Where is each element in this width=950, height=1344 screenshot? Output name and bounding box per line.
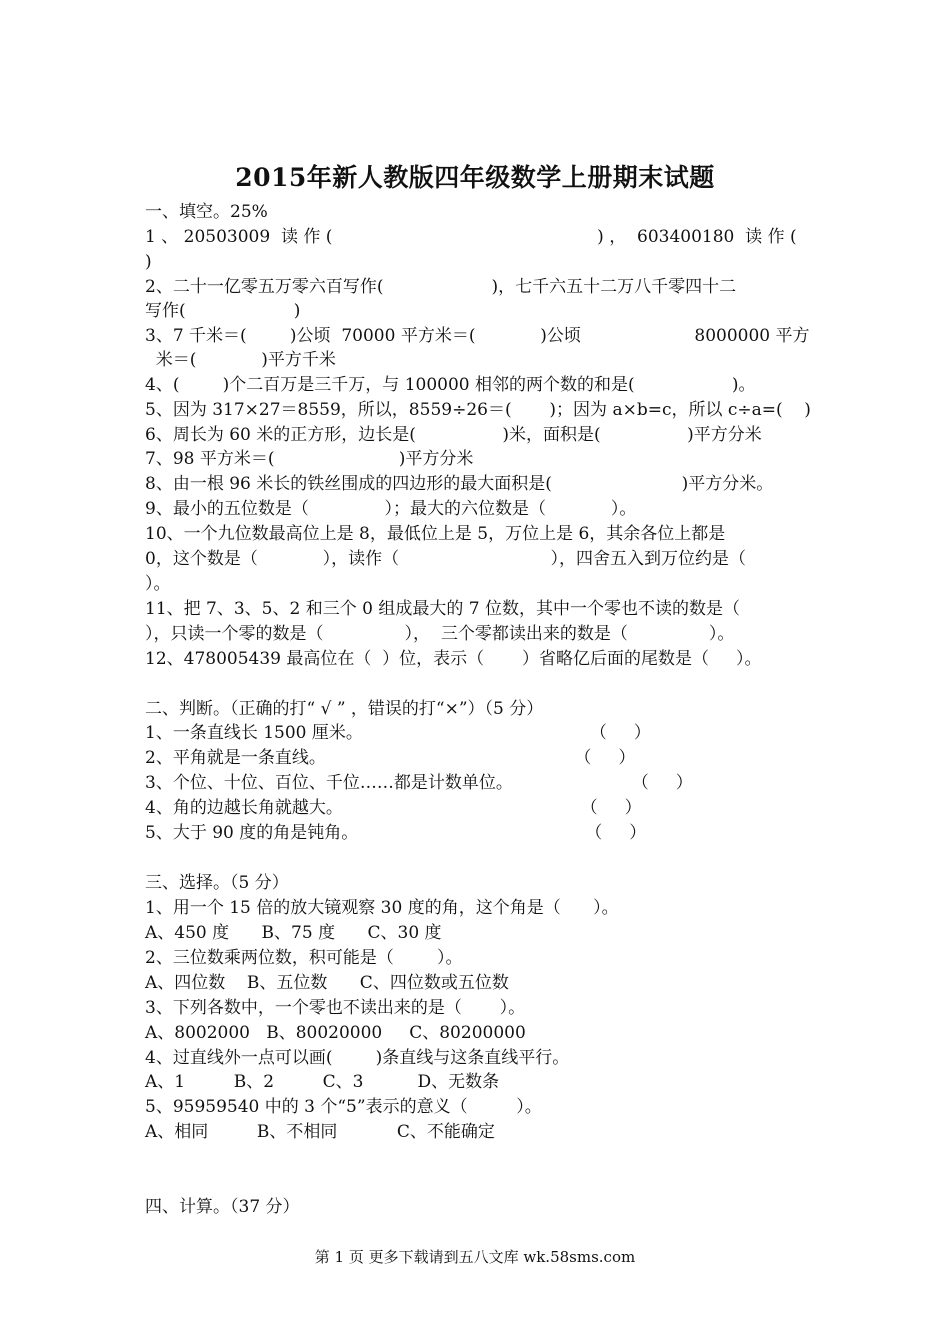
choice-options: A、8002000 B、80020000 C、80200000 <box>145 1023 526 1043</box>
judge-item: 1、一条直线长 1500 厘米。 （ ） <box>145 723 651 743</box>
judge-item: 2、平角就是一条直线。 （ ） <box>145 748 636 768</box>
page-footer: 第 1 页 更多下载请到五八文库 wk.58sms.com <box>314 1248 636 1266</box>
judge-item: 3、个位、十位、百位、千位……都是计数单位。 （ ） <box>145 773 693 793</box>
question-line: 6、周长为 60 米的正方形，边长是( )米，面积是( )平方分米 <box>145 425 762 445</box>
choice-options: A、四位数 B、五位数 C、四位数或五位数 <box>145 973 509 993</box>
question-line: 12、478005439 最高位在（ ）位，表示（ ）省略亿后面的尾数是（ ）。 <box>145 649 762 669</box>
question-line: ) <box>145 252 152 272</box>
question-line: 1 、 20503009 读 作 ( ) ， 603400180 读 作 ( <box>145 227 797 247</box>
question-line: 10、一个九位数最高位上是 8，最低位上是 5，万位上是 6，其余各位上都是 <box>145 524 726 544</box>
question-line: 写作( ) <box>145 301 301 321</box>
choice-options: A、1 B、2 C、3 D、无数条 <box>145 1072 500 1092</box>
question-line: ）。 <box>145 574 171 594</box>
choice-question: 3、下列各数中，一个零也不读出来的是（ ）。 <box>145 998 526 1018</box>
question-line: 4、( )个二百万是三千万，与 100000 相邻的两个数的和是( )。 <box>145 375 756 395</box>
choice-question: 4、过直线外一点可以画( )条直线与这条直线平行。 <box>145 1048 570 1068</box>
page-title: 2015年新人教版四年级数学上册期末试题 <box>235 163 715 192</box>
judge-item: 4、角的边越长角就越大。 （ ） <box>145 798 642 818</box>
section-heading: 三、选择。（5 分） <box>145 873 289 893</box>
question-line: 11、把 7、3、5、2 和三个 0 组成最大的 7 位数，其中一个零也不读的数是（ <box>145 599 740 619</box>
section-heading: 二、判断。（正确的打“ √ ” ，错误的打“×”）（5 分） <box>145 699 544 719</box>
question-line: 9、最小的五位数是（ ）；最大的六位数是（ ）。 <box>145 499 637 519</box>
question-line: 2、二十一亿零五万零六百写作( )，七千六五十二万八千零四十二 <box>145 277 737 297</box>
choice-options: A、相同 B、不相同 C、不能确定 <box>145 1122 495 1142</box>
question-line: ），只读一个零的数是（ ）， 三个零都读出来的数是（ ）。 <box>145 624 735 644</box>
question-line: 5、因为 317×27＝8559，所以，8559÷26＝( )；因为 a×b=c，所以 c÷a=( ) <box>145 400 811 420</box>
section-heading: 一、填空。25% <box>145 202 268 222</box>
section-heading: 四、计算。（37 分） <box>145 1197 300 1217</box>
choice-question: 2、三位数乘两位数，积可能是（ ）。 <box>145 948 463 968</box>
question-line: 米＝( )平方千米 <box>145 350 336 370</box>
judge-item: 5、大于 90 度的角是钝角。 （ ） <box>145 823 647 843</box>
question-line: 3、7 千米＝( )公顷 70000 平方米＝( )公顷 8000000 平方 <box>145 326 810 346</box>
choice-question: 5、95959540 中的 3 个“5”表示的意义（ ）。 <box>145 1097 542 1117</box>
question-line: 7、98 平方米＝( )平方分米 <box>145 449 474 469</box>
question-line: 0，这个数是（ ），读作（ ），四舍五入到万位约是（ <box>145 549 746 569</box>
choice-question: 1、用一个 15 倍的放大镜观察 30 度的角，这个角是（ ）。 <box>145 898 619 918</box>
choice-options: A、450 度 B、75 度 C、30 度 <box>145 923 442 943</box>
question-line: 8、由一根 96 米长的铁丝围成的四边形的最大面积是( )平方分米。 <box>145 474 774 494</box>
